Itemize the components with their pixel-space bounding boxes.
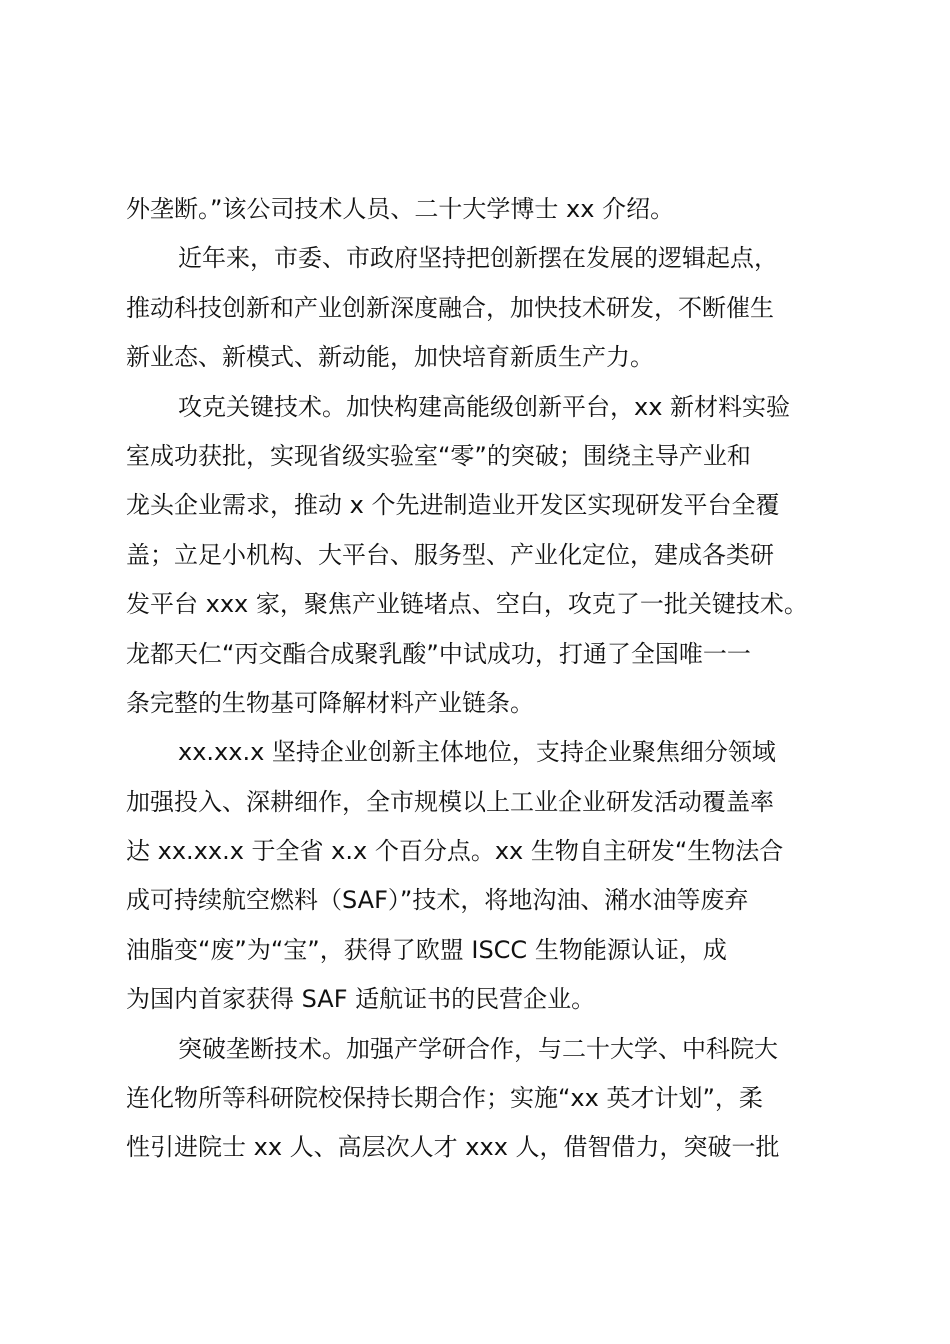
text-line: 成可持续航空燃料（SAF）”技术，将地沟油、潲水油等废弃 (126, 886, 749, 915)
paragraph-start-line: 突破垄断技术。加强产学研合作，与二十大学、中科院大 (178, 1034, 778, 1063)
paragraph-start-line: 近年来，市委、市政府坚持把创新摆在发展的逻辑起点， (178, 244, 778, 273)
paragraph-start-line: 攻克关键技术。加快构建高能级创新平台，xx 新材料实验 (178, 392, 791, 421)
text-line: 为国内首家获得 SAF 适航证书的民营企业。 (126, 985, 596, 1014)
text-line: 油脂变“废”为“宝”，获得了欧盟 ISCC 生物能源认证，成 (126, 935, 727, 964)
text-line: 发平台 xxx 家，聚焦产业链堵点、空白，攻克了一批关键技术。 (126, 590, 808, 619)
text-line: 新业态、新模式、新动能，加快培育新质生产力。 (126, 343, 654, 372)
text-line: 盖；立足小机构、大平台、服务型、产业化定位，建成各类研 (126, 540, 774, 569)
document-body (126, 185, 846, 1173)
text-line: 加强投入、深耕细作，全市规模以上工业企业研发活动覆盖率 (126, 787, 774, 816)
text-line: 龙都天仁“丙交酯合成聚乳酸”中试成功，打通了全国唯一一 (126, 639, 751, 668)
text-line: 连化物所等科研院校保持长期合作；实施“xx 英才计划”，柔 (126, 1084, 763, 1113)
text-line: 达 xx.xx.x 于全省 x.x 个百分点。xx 生物自主研发“生物法合 (126, 837, 784, 866)
paragraph-start-line: xx.xx.x 坚持企业创新主体地位，支持企业聚焦细分领域 (178, 738, 776, 767)
text-line: 推动科技创新和产业创新深度融合，加快技术研发，不断催生 (126, 293, 774, 322)
text-line: 性引进院士 xx 人、高层次人才 xxx 人，借智借力，突破一批 (126, 1133, 780, 1162)
text-line: 室成功获批，实现省级实验室“零”的突破；围绕主导产业和 (126, 441, 751, 470)
text-line: 龙头企业需求，推动 x 个先进制造业开发区实现研发平台全覆 (126, 491, 780, 520)
text-line: 外垄断。”该公司技术人员、二十大学博士 xx 介绍。 (126, 195, 675, 223)
text-line: 条完整的生物基可降解材料产业链条。 (126, 688, 534, 717)
